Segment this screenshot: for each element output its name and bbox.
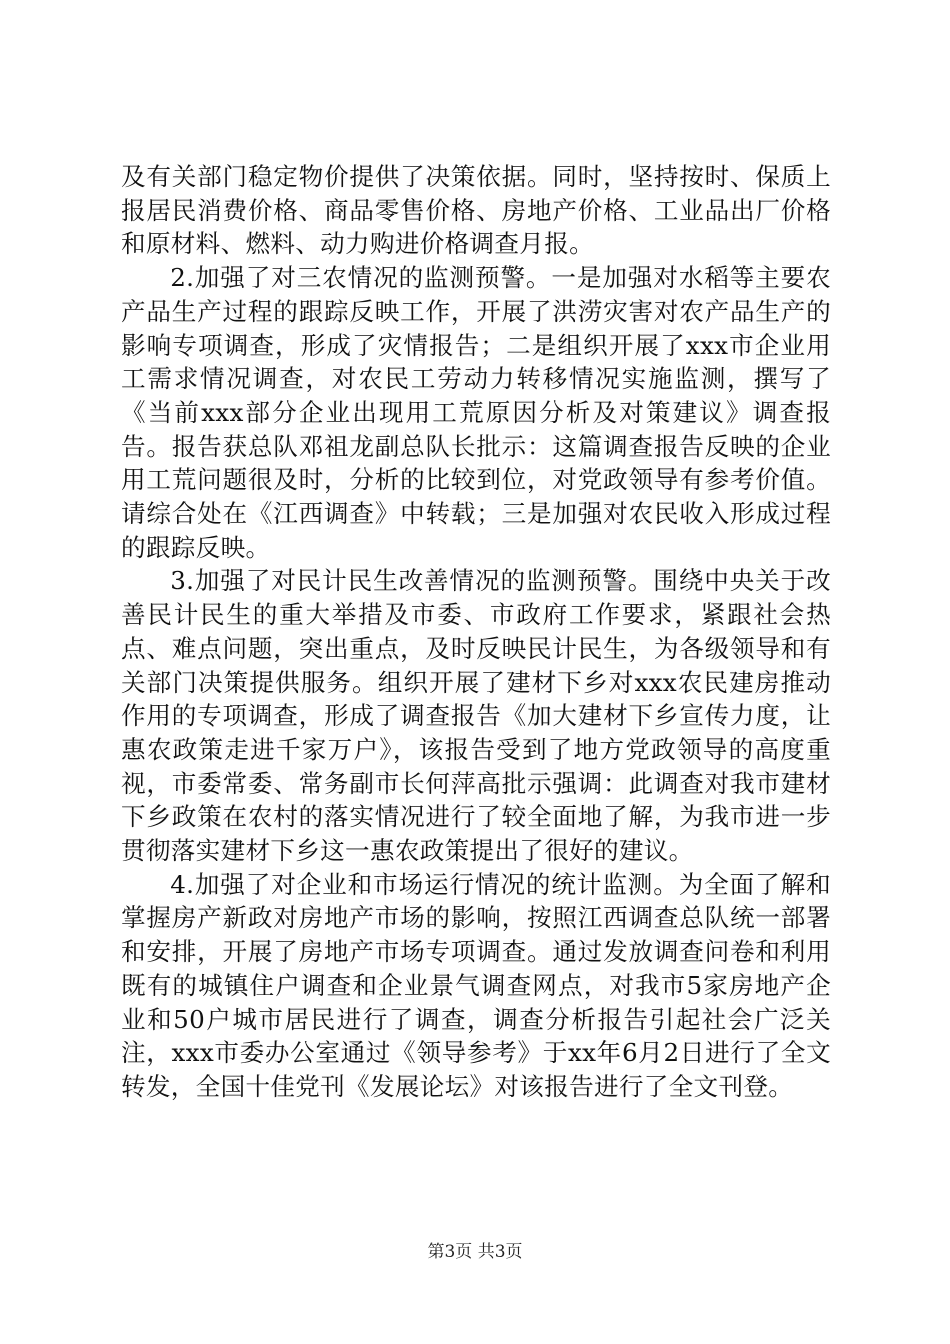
paragraph-continued: 及有关部门稳定物价提供了决策依据。同时，坚持按时、保质上报居民消费价格、商品零售价格、房地产价格、工业品出厂价格和原材料、燃料、动力购进价格调查月报。 [121,162,831,259]
page-footer: 第3页 共3页 [427,1242,523,1262]
paragraph-livelihood-monitoring: 3.加强了对民计民生改善情况的监测预警。围绕中央关于改善民计民生的重大举措及市委、市政府工作要求，紧跟社会热点、难点问题，突出重点，及时反映民计民生，为各级领导和有关部门决策提供服务。组织开展了建材下乡对xxx农民建房推动作用的专项调查，形成了调查报告《加大建材下乡宣传力度，让惠农政策走进千家万户》，该报告受到了地方党政领导的高度重视，市委常委、常务副市长何萍高批示强调：此调查对我市建材下乡政策在农村的落实情况进行了较全面地了解，为我市进一步贯彻落实建材下乡这一惠农政策提出了很好的建议。 [121,566,831,866]
document-body [121,160,831,1104]
paragraph-rural-monitoring: 2.加强了对三农情况的监测预警。一是加强对水稻等主要农产品生产过程的跟踪反映工作，开展了洪涝灾害对农产品生产的影响专项调查，形成了灾情报告；二是组织开展了xxx市企业用工需求情况调查，对农民工劳动力转移情况实施监测，撰写了《当前xxx部分企业出现用工荒原因分析及对策建议》调查报告。报告获总队邓祖龙副总队长批示：这篇调查报告反映的企业用工荒问题很及时，分析的比较到位，对党政领导有参考价值。请综合处在《江西调查》中转载；三是加强对农民收入形成过程的跟踪反映。 [121,263,831,562]
paragraph-market-monitoring: 4.加强了对企业和市场运行情况的统计监测。为全面了解和掌握房产新政对房地产市场的影响，按照江西调查总队统一部署和安排，开展了房地产市场专项调查。通过发放调查问卷和利用既有的城镇住户调查和企业景气调查网点，对我市5家房地产企业和50户城市居民进行了调查，调查分析报告引起社会广泛关注，xxx市委办公室通过《领导参考》于xx年6月2日进行了全文转发，全国十佳党刊《发展论坛》对该报告进行了全文刊登。 [121,869,831,1101]
